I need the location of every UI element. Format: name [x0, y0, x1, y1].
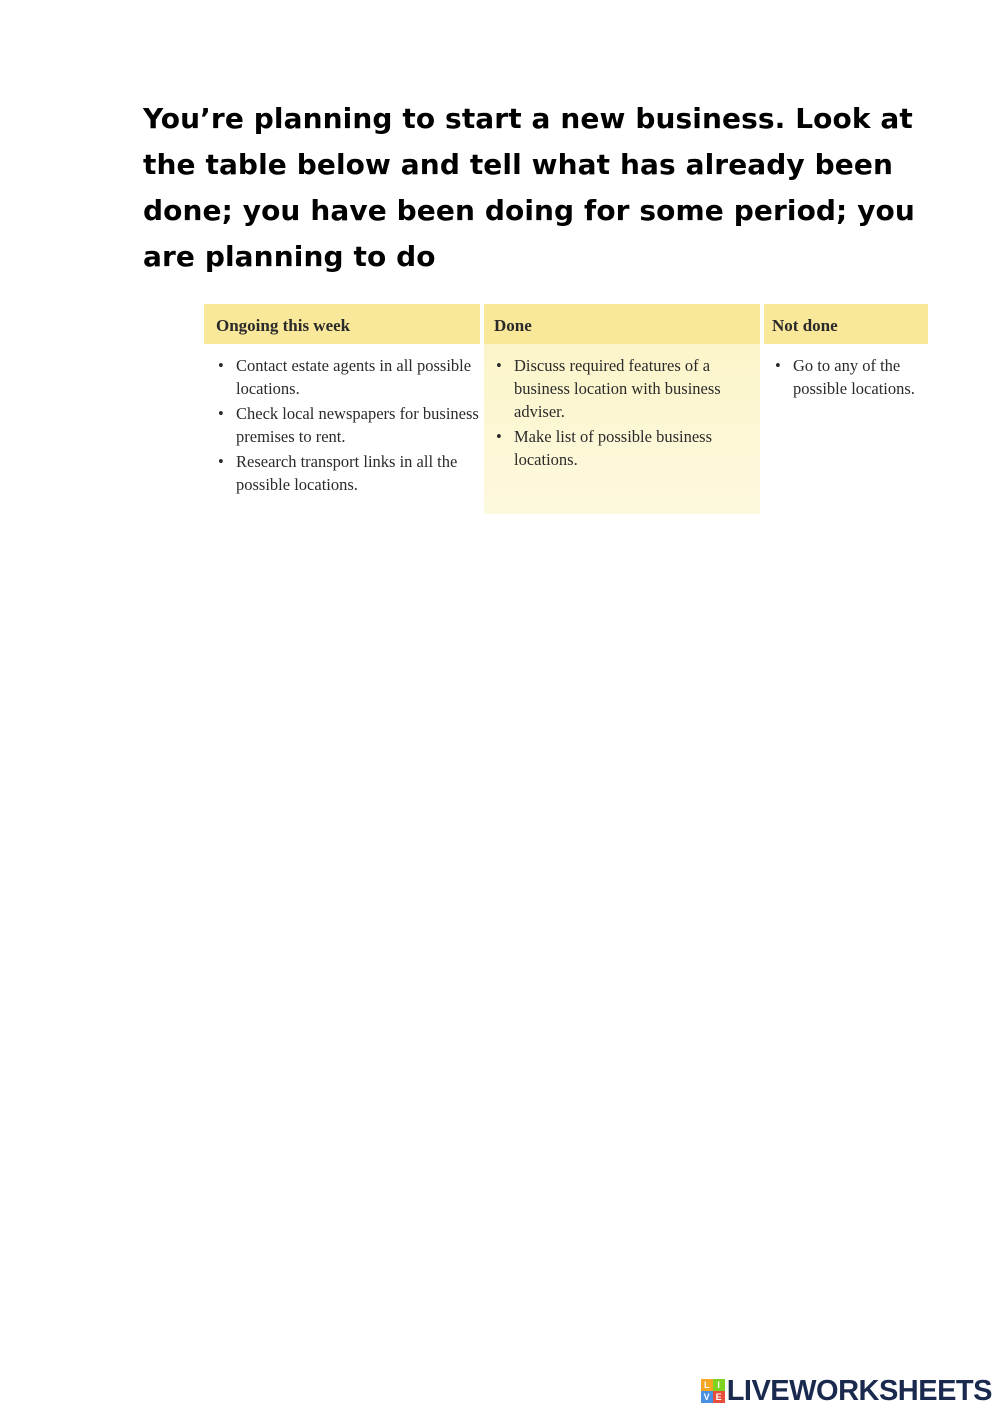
- column-done: [484, 304, 760, 514]
- ongoing-list: [204, 354, 480, 496]
- list-item: • Research transport links in all the possible locations.: [218, 452, 458, 494]
- column-header-ongoing: Ongoing this week: [204, 304, 480, 344]
- liveworksheets-brand: [701, 1374, 992, 1408]
- bullet-icon: •: [496, 427, 502, 446]
- not-done-list: [764, 354, 928, 400]
- brand-name: LIVEWORKSHEETS: [726, 1374, 992, 1407]
- bullet-icon: •: [496, 356, 502, 375]
- list-item: • Contact estate agents in all possible locations.: [218, 356, 472, 398]
- list-item: • Discuss required features of a business location with business adviser.: [496, 356, 721, 421]
- task-table: [204, 304, 928, 514]
- instructions-text: You’re planning to start a new business. Look at the table below and tell what has already been done; you have been doing for some period; you are planning to do: [143, 102, 915, 273]
- list-item: • Check local newspapers for business premises to rent.: [218, 404, 479, 446]
- bullet-icon: •: [218, 452, 224, 471]
- column-not-done: [764, 304, 928, 514]
- column-header-done: Done: [484, 304, 760, 344]
- bullet-icon: •: [218, 404, 224, 423]
- liveworksheets-logo-icon: L I V E: [701, 1379, 725, 1403]
- column-header-not-done: Not done: [764, 304, 928, 344]
- bullet-icon: •: [218, 356, 224, 375]
- done-list: [484, 354, 760, 471]
- column-ongoing: [204, 304, 480, 514]
- bullet-icon: •: [775, 356, 781, 375]
- list-item: • Make list of possible business locations.: [496, 427, 712, 469]
- list-item: • Go to any of the possible locations.: [775, 356, 915, 398]
